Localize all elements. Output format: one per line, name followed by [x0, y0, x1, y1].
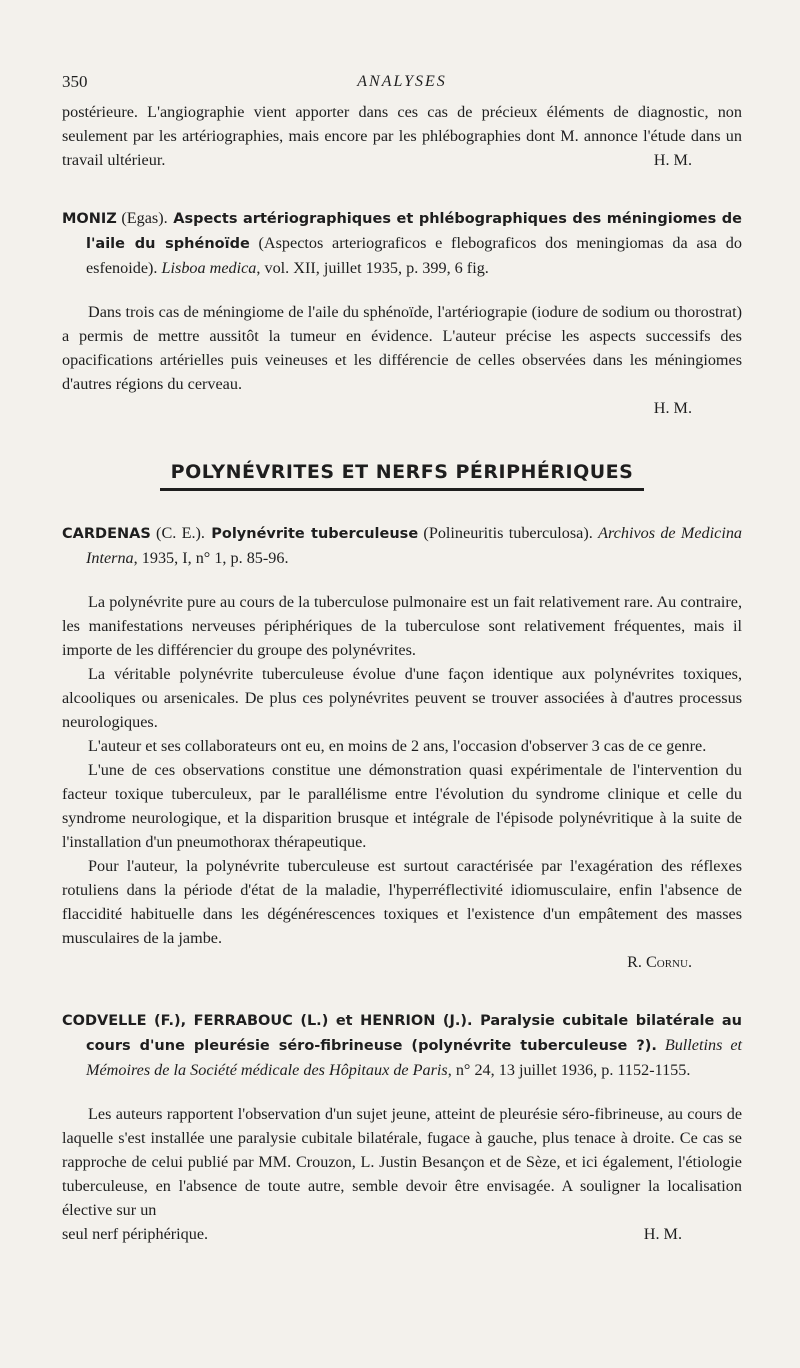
- cardenas-paragraph: L'auteur et ses collaborateurs ont eu, en moins de 2 ans, l'occasion d'observer 3 cas de ce genre.: [88, 737, 707, 755]
- moniz-title: Aspects artériographiques et phlébographiques des méningiomes de l'aile du sphénoïde: [86, 211, 742, 252]
- section-title: POLYNÉVRITES ET NERFS PÉRIPHÉRIQUES: [170, 461, 634, 483]
- cardenas-source-end: , 1935, I, n° 1, p. 85-96.: [133, 549, 289, 567]
- codvelle-last-line: [62, 1222, 742, 1246]
- cardenas-author-rest: (C. E.).: [150, 524, 205, 542]
- codvelle-title: Paralysie cubitale bilatérale au cours d'une pleurésie séro-fibrineuse (polynévrite tuberculeuse ?).: [86, 1013, 742, 1054]
- cardenas-journal: Archivos de Medicina Interna: [86, 524, 743, 567]
- codvelle-body-end: seul nerf périphérique.: [62, 1225, 209, 1243]
- cardenas-signature: R. Cornu.: [627, 953, 692, 971]
- codvelle-journal: Bulletins et Mémoires de la Société médicale des Hôpitaux de Paris: [86, 1036, 743, 1079]
- cardenas-source: (Polineuritis tuberculosa).: [418, 524, 599, 542]
- moniz-source: (Aspectos arteriograficos e flebograficos dos meningiomas da asa do esfenoide).: [86, 234, 742, 277]
- page-number: 350: [62, 72, 88, 91]
- document-page: [62, 70, 742, 1246]
- intro-signature: H. M.: [653, 151, 692, 169]
- cardenas-reference: [62, 521, 742, 570]
- codvelle-body: Les auteurs rapportent l'observation d'un sujet jeune, atteint de pleurésie séro-fibrineuse, au cours de laquelle s'est installée une paralysie cubitale bilatérale, fugace à gauche, plus tenace à droite. Ce cas se rapproche de celui publié par MM. Crouzon, L. Justin Besançon et de Sèze, et ici également, l'étiologie tuberculeuse, en l'absence de toute autre, semble devoir être envisagée. A souligner la localisation élective sur un: [62, 1105, 742, 1219]
- codvelle-reference: [62, 1008, 742, 1082]
- running-header: [62, 70, 742, 100]
- moniz-body: Dans trois cas de méningiome de l'aile du sphénoïde, l'artériograpie (iodure de sodium ou thorostrat) a permis de mettre aussitôt la tumeur en évidence. L'auteur précise les aspects successifs des opacifications artérielles puis veineuses et les différencie de celles observées dans les méningiomes d'autres régions du cerveau.: [62, 303, 742, 393]
- moniz-reference: [62, 206, 742, 280]
- moniz-author-rest: (Egas).: [116, 209, 168, 227]
- moniz-journal: Lisboa medica: [161, 259, 257, 277]
- cardenas-title: Polynévrite tuberculeuse: [204, 526, 419, 542]
- codvelle-signature: H. M.: [643, 1225, 682, 1243]
- intro-paragraph: postérieure. L'angiographie vient apporter dans ces cas de précieux éléments de diagnostic, non seulement par les artériographies, mais encore par les phlébographies dont M. annonce l'étude dans un travail ultérieur.: [62, 103, 742, 169]
- moniz-signature: H. M.: [653, 399, 692, 417]
- cardenas-paragraph: La polynévrite pure au cours de la tuberculose pulmonaire est un fait relativement rare. Au contraire, les manifestations nerveuses périphériques de la tuberculose sont relativement fréquentes, mais il importe de les différencier du groupe des polynévrites.: [62, 593, 742, 659]
- cardenas-paragraph: La véritable polynévrite tuberculeuse évolue d'une façon identique aux polynévrites toxiques, alcooliques ou arsenicales. De plus ces polynévrites peuvent se trouver associées à d'autres processus neurologiques.: [62, 665, 742, 731]
- cardenas-paragraph: L'une de ces observations constitue une démonstration quasi expérimentale de l'intervention du facteur toxique tuberculeux, par le parallélisme entre l'évolution du syndrome clinique et celle du syndrome neurologique, et la disparition brusque et intégrale de l'épisode polynévritique à la suite de l'installation d'un pneumothorax thérapeutique.: [62, 761, 742, 851]
- cardenas-author: CARDENAS: [62, 526, 151, 542]
- codvelle-authors: CODVELLE (F.), FERRABOUC (L.) et HENRION (J.).: [62, 1013, 473, 1029]
- moniz-source-end: , vol. XII, juillet 1935, p. 399, 6 fig.: [256, 259, 489, 277]
- moniz-author: MONIZ: [62, 211, 117, 227]
- running-title: ANALYSES: [357, 73, 447, 90]
- codvelle-source-end: , n° 24, 13 juillet 1936, p. 1152-1155.: [447, 1061, 691, 1079]
- cardenas-paragraph: Pour l'auteur, la polynévrite tuberculeuse est surtout caractérisée par l'exagération des réflexes rotuliens dans la période d'état de la maladie, l'hyperréflectivité idiomusculaire, enfin l'absence de flaccidité habituelle dans les dégénérescences toxiques et l'existence d'un empâtement des masses musculaires de la jambe.: [62, 857, 742, 947]
